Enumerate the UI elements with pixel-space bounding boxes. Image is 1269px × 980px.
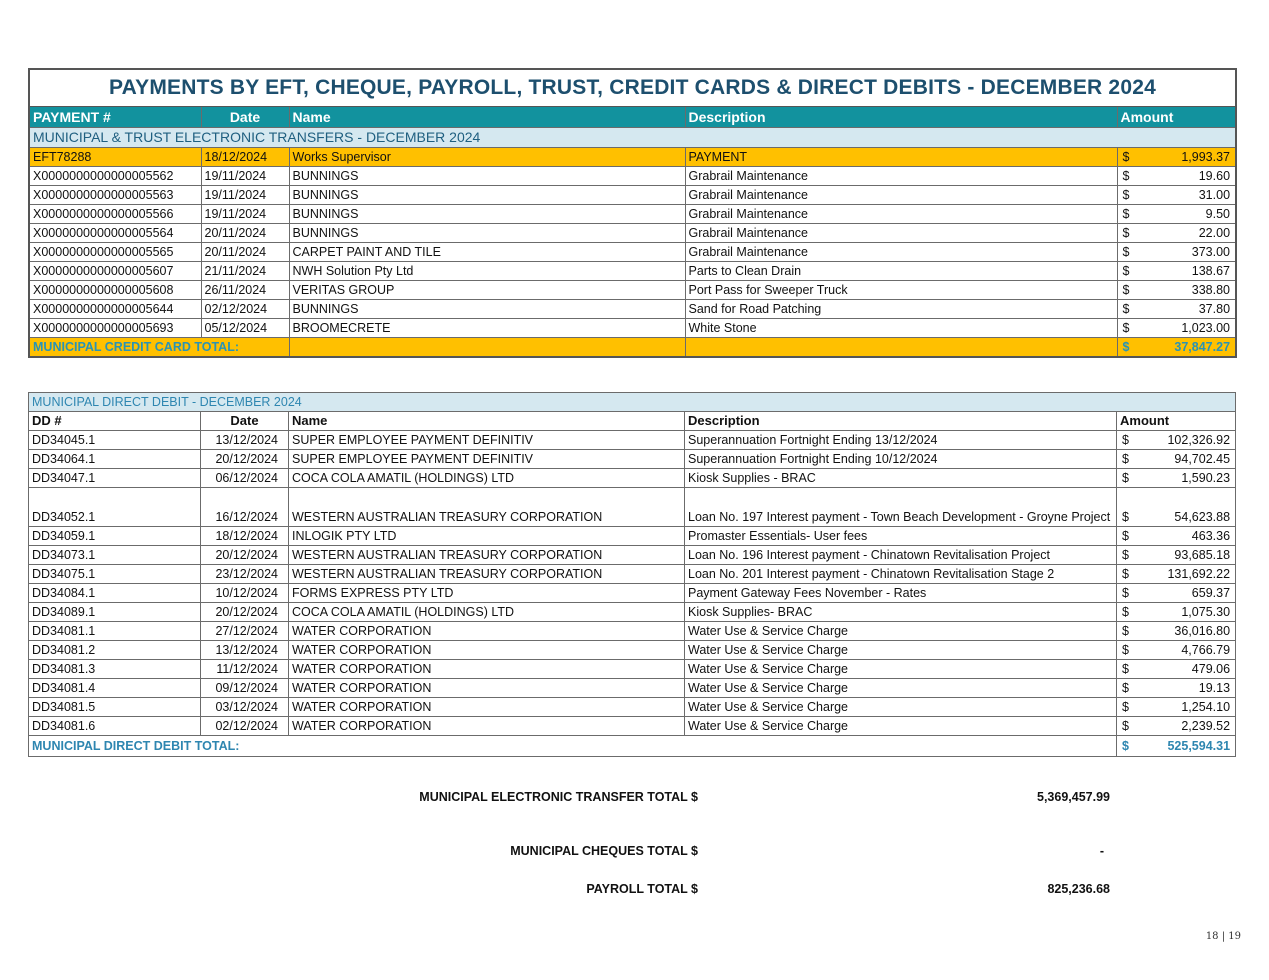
currency-symbol: $ — [1122, 605, 1129, 619]
dd-description: Kiosk Supplies- BRAC — [685, 603, 1117, 622]
currency-symbol: $ — [1122, 471, 1129, 485]
currency-symbol: $ — [1122, 586, 1129, 600]
amount-value: 659.37 — [1191, 586, 1231, 600]
table-row — [29, 431, 1236, 450]
amount-value: 1,075.30 — [1181, 605, 1231, 619]
amount-value: 93,685.18 — [1174, 548, 1231, 562]
currency-symbol: $ — [1122, 643, 1129, 657]
amount-cell — [1117, 660, 1236, 679]
dd-date: 18/12/2024 — [201, 527, 289, 546]
dd-date: 11/12/2024 — [201, 660, 289, 679]
dd-date: 16/12/2024 — [201, 488, 289, 527]
summary-label-payroll-total: PAYROLL TOTAL $ — [586, 882, 698, 896]
dd-id: DD34084.1 — [29, 584, 201, 603]
col-header-amount: Amount — [1117, 107, 1236, 128]
amount-value: 4,766.79 — [1181, 643, 1231, 657]
currency-symbol: $ — [1122, 662, 1129, 676]
dd-id: DD34081.1 — [29, 622, 201, 641]
table-row — [29, 698, 1236, 717]
amount-value: 19.60 — [1198, 169, 1231, 183]
total-label: MUNICIPAL CREDIT CARD TOTAL: — [29, 338, 289, 358]
table-row — [29, 546, 1236, 565]
payee-name: BUNNINGS — [289, 205, 685, 224]
currency-symbol: $ — [1122, 188, 1130, 202]
dd-description: Loan No. 201 Interest payment - Chinatown Revitalisation Stage 2 — [685, 565, 1117, 584]
dd-id: DD34081.5 — [29, 698, 201, 717]
amount-value: 138.67 — [1191, 264, 1231, 278]
amount-value: 31.00 — [1198, 188, 1231, 202]
payee-name: SUPER EMPLOYEE PAYMENT DEFINITIV — [289, 431, 685, 450]
dd-total-label: MUNICIPAL DIRECT DEBIT TOTAL: — [29, 736, 1117, 757]
dd-date: 06/12/2024 — [201, 469, 289, 488]
payee-name: WATER CORPORATION — [289, 717, 685, 736]
payment-date: 18/12/2024 — [201, 148, 289, 167]
dd-id: DD34047.1 — [29, 469, 201, 488]
table-row — [29, 450, 1236, 469]
amount-cell — [1117, 679, 1236, 698]
payment-id: X0000000000000005562 — [29, 167, 201, 186]
amount-cell — [1117, 603, 1236, 622]
amount-cell — [1117, 224, 1236, 243]
currency-symbol: $ — [1122, 700, 1129, 714]
amount-cell — [1117, 527, 1236, 546]
amount-cell — [1117, 148, 1236, 167]
amount-value: 37.80 — [1198, 302, 1231, 316]
table-row — [29, 717, 1236, 736]
amount-cell — [1117, 698, 1236, 717]
payment-description: Grabrail Maintenance — [685, 224, 1117, 243]
currency-symbol: $ — [1122, 433, 1129, 447]
payment-description: Grabrail Maintenance — [685, 205, 1117, 224]
table-row — [29, 167, 1236, 186]
dd-id: DD34059.1 — [29, 527, 201, 546]
amount-value: 1,023.00 — [1181, 321, 1231, 335]
col-header-description: Description — [685, 107, 1117, 128]
payment-date: 05/12/2024 — [201, 319, 289, 338]
dd-date: 13/12/2024 — [201, 641, 289, 660]
dd-header-row — [29, 412, 1236, 431]
table-row — [29, 622, 1236, 641]
amount-cell — [1117, 243, 1236, 262]
table-row — [29, 186, 1236, 205]
dd-description: Superannuation Fortnight Ending 10/12/2024 — [685, 450, 1117, 469]
payment-id: X0000000000000005565 — [29, 243, 201, 262]
dd-date: 10/12/2024 — [201, 584, 289, 603]
currency-symbol: $ — [1122, 150, 1130, 164]
currency-symbol: $ — [1122, 567, 1129, 581]
dd-description: Loan No. 196 Interest payment - Chinatown Revitalisation Project — [685, 546, 1117, 565]
amount-value: 463.36 — [1191, 529, 1231, 543]
dd-id: DD34075.1 — [29, 565, 201, 584]
currency-symbol: $ — [1122, 510, 1129, 524]
payment-date: 21/11/2024 — [201, 262, 289, 281]
col-header-description: Description — [685, 412, 1117, 431]
summary-value-eft-total: 5,369,457.99 — [1037, 790, 1110, 804]
credit-card-total-row — [29, 338, 1236, 358]
payee-name: Works Supervisor — [289, 148, 685, 167]
dd-description: Water Use & Service Charge — [685, 698, 1117, 717]
dd-description: Water Use & Service Charge — [685, 660, 1117, 679]
payee-name: WESTERN AUSTRALIAN TREASURY CORPORATION — [289, 546, 685, 565]
payment-description: Grabrail Maintenance — [685, 243, 1117, 262]
dd-date: 03/12/2024 — [201, 698, 289, 717]
dd-id: DD34089.1 — [29, 603, 201, 622]
currency-symbol: $ — [1122, 321, 1130, 335]
payment-description: Grabrail Maintenance — [685, 186, 1117, 205]
payee-name: WATER CORPORATION — [289, 641, 685, 660]
amount-cell — [1117, 488, 1236, 527]
amount-value: 131,692.22 — [1167, 567, 1231, 581]
payee-name: WESTERN AUSTRALIAN TREASURY CORPORATION — [289, 565, 685, 584]
col-header-name: Name — [289, 412, 685, 431]
payee-name: BUNNINGS — [289, 224, 685, 243]
dd-id: DD34073.1 — [29, 546, 201, 565]
col-header-payment: PAYMENT # — [29, 107, 201, 128]
payee-name: WATER CORPORATION — [289, 698, 685, 717]
payment-description: Port Pass for Sweeper Truck — [685, 281, 1117, 300]
payment-date: 20/11/2024 — [201, 224, 289, 243]
summary-value-cheques-total: - — [1099, 844, 1104, 858]
payment-description: Grabrail Maintenance — [685, 167, 1117, 186]
amount-cell — [1117, 641, 1236, 660]
dd-total-amount-cell — [1117, 736, 1236, 757]
col-header-dd: DD # — [29, 412, 201, 431]
amount-cell — [1117, 622, 1236, 641]
amount-value: 1,993.37 — [1181, 150, 1231, 164]
dd-id: DD34081.4 — [29, 679, 201, 698]
amount-cell — [1117, 167, 1236, 186]
payment-date: 19/11/2024 — [201, 205, 289, 224]
currency-symbol: $ — [1122, 739, 1129, 753]
payee-name: BUNNINGS — [289, 186, 685, 205]
amount-value: 9.50 — [1205, 207, 1231, 221]
dd-description: Water Use & Service Charge — [685, 679, 1117, 698]
amount-value: 102,326.92 — [1167, 433, 1231, 447]
amount-cell — [1117, 319, 1236, 338]
amount-cell — [1117, 262, 1236, 281]
payee-name: CARPET PAINT AND TILE — [289, 243, 685, 262]
payment-id: X0000000000000005644 — [29, 300, 201, 319]
col-header-amount: Amount — [1117, 412, 1236, 431]
amount-value: 19.13 — [1198, 681, 1231, 695]
table-row — [29, 488, 1236, 527]
amount-cell — [1117, 469, 1236, 488]
currency-symbol: $ — [1122, 302, 1130, 316]
amount-cell — [1117, 205, 1236, 224]
payee-name: BUNNINGS — [289, 167, 685, 186]
amount-cell — [1117, 717, 1236, 736]
eft-payments-table — [28, 68, 1237, 358]
amount-cell — [1117, 431, 1236, 450]
dd-description: Kiosk Supplies - BRAC — [685, 469, 1117, 488]
currency-symbol: $ — [1122, 452, 1129, 466]
direct-debit-table — [28, 392, 1236, 757]
currency-symbol: $ — [1122, 719, 1129, 733]
dd-date: 23/12/2024 — [201, 565, 289, 584]
payment-description: Parts to Clean Drain — [685, 262, 1117, 281]
amount-cell — [1117, 300, 1236, 319]
payee-name: VERITAS GROUP — [289, 281, 685, 300]
payment-date: 19/11/2024 — [201, 167, 289, 186]
dd-description: Loan No. 197 Interest payment - Town Beach Development - Groyne Project — [685, 488, 1117, 527]
table-row — [29, 641, 1236, 660]
currency-symbol: $ — [1122, 207, 1130, 221]
dd-id: DD34064.1 — [29, 450, 201, 469]
payment-description: Sand for Road Patching — [685, 300, 1117, 319]
page-title: PAYMENTS BY EFT, CHEQUE, PAYROLL, TRUST, CREDIT CARDS & DIRECT DEBITS - DECEMBER 2024 — [29, 69, 1236, 107]
page-number: 18 | 19 — [1205, 931, 1241, 942]
dd-date: 27/12/2024 — [201, 622, 289, 641]
currency-symbol: $ — [1122, 169, 1130, 183]
currency-symbol: $ — [1122, 264, 1130, 278]
payee-name: WATER CORPORATION — [289, 660, 685, 679]
dd-total-amount: 525,594.31 — [1167, 739, 1231, 753]
col-header-date: Date — [201, 107, 289, 128]
table-row — [29, 469, 1236, 488]
payment-id: X0000000000000005563 — [29, 186, 201, 205]
amount-value: 36,016.80 — [1174, 624, 1231, 638]
table-row — [29, 603, 1236, 622]
dd-description: Superannuation Fortnight Ending 13/12/2024 — [685, 431, 1117, 450]
amount-cell — [1117, 450, 1236, 469]
table-row — [29, 243, 1236, 262]
amount-cell — [1117, 186, 1236, 205]
dd-description: Promaster Essentials- User fees — [685, 527, 1117, 546]
payment-id: X0000000000000005566 — [29, 205, 201, 224]
payment-date: 02/12/2024 — [201, 300, 289, 319]
payee-name: BROOMECRETE — [289, 319, 685, 338]
currency-symbol: $ — [1122, 529, 1129, 543]
section-label: MUNICIPAL & TRUST ELECTRONIC TRANSFERS - DECEMBER 2024 — [29, 128, 1236, 148]
summary-value-payroll-total: 825,236.68 — [1047, 882, 1110, 896]
summary-label-cheques-total: MUNICIPAL CHEQUES TOTAL $ — [510, 844, 698, 858]
dd-description: Payment Gateway Fees November - Rates — [685, 584, 1117, 603]
currency-symbol: $ — [1122, 340, 1130, 354]
direct-debit-total-row — [29, 736, 1236, 757]
payee-name: WATER CORPORATION — [289, 622, 685, 641]
table-row — [29, 224, 1236, 243]
amount-value: 2,239.52 — [1181, 719, 1231, 733]
currency-symbol: $ — [1122, 245, 1130, 259]
dd-date: 13/12/2024 — [201, 431, 289, 450]
payment-id: X0000000000000005607 — [29, 262, 201, 281]
table-row — [29, 300, 1236, 319]
dd-id: DD34081.2 — [29, 641, 201, 660]
dd-section-label: MUNICIPAL DIRECT DEBIT - DECEMBER 2024 — [29, 393, 1236, 412]
table-row — [29, 584, 1236, 603]
amount-value: 1,254.10 — [1181, 700, 1231, 714]
dd-date: 20/12/2024 — [201, 603, 289, 622]
summary-label-eft-total: MUNICIPAL ELECTRONIC TRANSFER TOTAL $ — [419, 790, 698, 804]
dd-id: DD34081.3 — [29, 660, 201, 679]
amount-value: 54,623.88 — [1174, 510, 1231, 524]
table-row — [29, 205, 1236, 224]
amount-value: 22.00 — [1198, 226, 1231, 240]
total-amount: 37,847.27 — [1174, 340, 1231, 354]
payment-description: PAYMENT — [685, 148, 1117, 167]
payee-name: BUNNINGS — [289, 300, 685, 319]
payee-name: WATER CORPORATION — [289, 679, 685, 698]
amount-value: 94,702.45 — [1174, 452, 1231, 466]
amount-value: 338.80 — [1191, 283, 1231, 297]
currency-symbol: $ — [1122, 226, 1130, 240]
dd-date: 20/12/2024 — [201, 546, 289, 565]
payee-name: FORMS EXPRESS PTY LTD — [289, 584, 685, 603]
table-row — [29, 262, 1236, 281]
payee-name: SUPER EMPLOYEE PAYMENT DEFINITIV — [289, 450, 685, 469]
table-row — [29, 527, 1236, 546]
table-row — [29, 565, 1236, 584]
table-header-row — [29, 107, 1236, 128]
dd-description: Water Use & Service Charge — [685, 641, 1117, 660]
payee-name: NWH Solution Pty Ltd — [289, 262, 685, 281]
payment-description: White Stone — [685, 319, 1117, 338]
col-header-name: Name — [289, 107, 685, 128]
payee-name: INLOGIK PTY LTD — [289, 527, 685, 546]
table-row — [29, 679, 1236, 698]
dd-id: DD34052.1 — [29, 488, 201, 527]
payee-name: COCA COLA AMATIL (HOLDINGS) LTD — [289, 603, 685, 622]
dd-id: DD34045.1 — [29, 431, 201, 450]
dd-description: Water Use & Service Charge — [685, 622, 1117, 641]
table-row — [29, 660, 1236, 679]
dd-description: Water Use & Service Charge — [685, 717, 1117, 736]
currency-symbol: $ — [1122, 283, 1130, 297]
amount-cell — [1117, 565, 1236, 584]
currency-symbol: $ — [1122, 548, 1129, 562]
total-amount-cell — [1117, 338, 1236, 358]
currency-symbol: $ — [1122, 681, 1129, 695]
amount-cell — [1117, 584, 1236, 603]
payment-id: EFT78288 — [29, 148, 201, 167]
payment-id: X0000000000000005693 — [29, 319, 201, 338]
payment-date: 26/11/2024 — [201, 281, 289, 300]
payee-name: WESTERN AUSTRALIAN TREASURY CORPORATION — [289, 488, 685, 527]
table-row — [29, 281, 1236, 300]
table-row — [29, 148, 1236, 167]
dd-date: 02/12/2024 — [201, 717, 289, 736]
col-header-date: Date — [201, 412, 289, 431]
dd-id: DD34081.6 — [29, 717, 201, 736]
payment-id: X0000000000000005564 — [29, 224, 201, 243]
amount-value: 373.00 — [1191, 245, 1231, 259]
payee-name: COCA COLA AMATIL (HOLDINGS) LTD — [289, 469, 685, 488]
payment-date: 20/11/2024 — [201, 243, 289, 262]
payment-id: X0000000000000005608 — [29, 281, 201, 300]
dd-date: 09/12/2024 — [201, 679, 289, 698]
dd-date: 20/12/2024 — [201, 450, 289, 469]
amount-cell — [1117, 546, 1236, 565]
amount-value: 479.06 — [1191, 662, 1231, 676]
amount-cell — [1117, 281, 1236, 300]
currency-symbol: $ — [1122, 624, 1129, 638]
payment-date: 19/11/2024 — [201, 186, 289, 205]
table-row — [29, 319, 1236, 338]
amount-value: 1,590.23 — [1181, 471, 1231, 485]
